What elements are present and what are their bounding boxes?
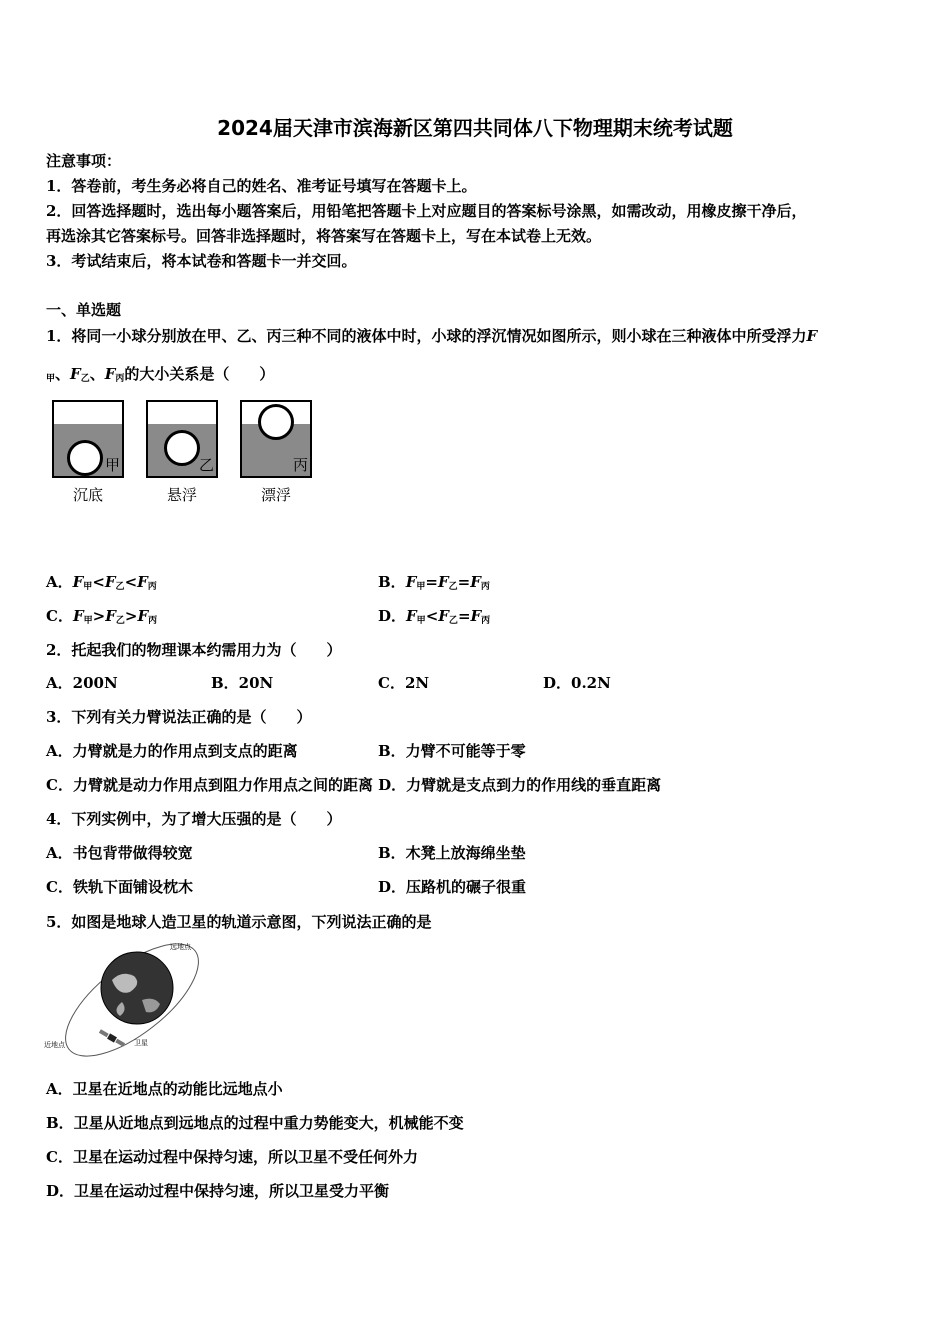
q1-option-a[interactable]: A．$F_甲<F_乙<F_丙$ (46, 573, 157, 592)
q2-stem: 2．托起我们的物理课本约需用力为（ ） (46, 641, 342, 659)
q1-option-b[interactable]: B．$F_甲=F_乙=F_丙$ (378, 573, 490, 592)
q3-stem: 3．下列有关力臂说法正确的是（ ） (46, 708, 312, 726)
ball-sink (67, 440, 103, 476)
q4-option-d[interactable]: D．压路机的碾子很重 (378, 878, 527, 896)
satellite-label: 卫星 (134, 1039, 148, 1047)
q2-option-c[interactable]: C．2N (378, 674, 430, 692)
q1-option-d[interactable]: D．$F_甲<F_乙=F_丙$ (378, 607, 491, 626)
q5-stem: 5．如图是地球人造卫星的轨道示意图，下列说法正确的是 (46, 913, 432, 931)
q2-option-a[interactable]: A．200N (46, 674, 118, 692)
q1-option-c[interactable]: C．$F_甲>F_乙>F_丙$ (46, 607, 158, 626)
q1-stem-line1: 1．将同一小球分别放在甲、乙、丙三种不同的液体中时，小球的浮沉情况如图所示，则小球在三种液体中所受浮力F (46, 327, 818, 345)
q5-option-d[interactable]: D．卫星在运动过程中保持匀速，所以卫星受力平衡 (46, 1182, 390, 1200)
notes-heading: 注意事项： (46, 152, 122, 170)
page-title: 2024届天津市滨海新区第四共同体八下物理期末统考试题 (217, 116, 733, 140)
q5-option-a[interactable]: A．卫星在近地点的动能比远地点小 (46, 1080, 283, 1098)
near-point-label: 近地点 (44, 1041, 65, 1049)
tank1-label: 甲 (104, 456, 120, 474)
note-2b: 再选涂其它答案标号。回答非选择题时，将答案写在答题卡上，写在本试卷上无效。 (46, 227, 602, 245)
tank-sink (52, 400, 124, 478)
orbit-diagram (42, 940, 212, 1058)
q3-option-cd[interactable]: C．力臂就是动力作用点到阻力作用点之间的距离 D．力臂就是支点到力的作用线的垂直距离 (46, 776, 662, 794)
tank3-label: 丙 (292, 456, 308, 474)
note-1: 1．答卷前，考生务必将自己的姓名、准考证号填写在答题卡上。 (46, 177, 477, 195)
ball-float (258, 404, 294, 440)
q4-stem: 4．下列实例中，为了增大压强的是（ ） (46, 810, 342, 828)
q3-option-b[interactable]: B．力臂不可能等于零 (378, 742, 526, 760)
q3-option-a[interactable]: A．力臂就是力的作用点到支点的距离 (46, 742, 298, 760)
tank1-caption: 沉底 (72, 486, 103, 504)
satellite-icon (98, 1028, 125, 1047)
tank-suspend (146, 400, 218, 478)
ball-suspend (164, 430, 200, 466)
tank2-caption: 悬浮 (166, 486, 197, 504)
q5-orbit-figure (42, 940, 212, 1058)
q2-option-b[interactable]: B．20N (211, 674, 274, 692)
q1-stem-line2: $_甲$、$F_乙$、$F_丙$的大小关系是（ ） (46, 365, 275, 384)
note-2a: 2．回答选择题时，选出每小题答案后，用铅笔把答题卡上对应题目的答案标号涂黑，如需改动，用橡皮擦干净后， (46, 202, 807, 220)
tank3-caption: 漂浮 (260, 486, 291, 504)
q2-option-d[interactable]: D．0.2N (543, 674, 611, 692)
q4-option-b[interactable]: B．木凳上放海绵坐垫 (378, 844, 526, 862)
far-point-label: 远地点 (170, 943, 191, 951)
q5-option-b[interactable]: B．卫星从近地点到远地点的过程中重力势能变大，机械能不变 (46, 1114, 464, 1132)
q5-option-c[interactable]: C．卫星在运动过程中保持匀速，所以卫星不受任何外力 (46, 1148, 418, 1166)
tank-float (240, 400, 312, 478)
q1-figure (52, 400, 322, 510)
q4-option-a[interactable]: A．书包背带做得较宽 (46, 844, 193, 862)
note-3: 3．考试结束后，将本试卷和答题卡一并交回。 (46, 252, 357, 270)
tank2-label: 乙 (198, 456, 214, 474)
q4-option-c[interactable]: C．铁轨下面铺设枕木 (46, 878, 193, 896)
section-heading: 一、单选题 (46, 301, 122, 319)
